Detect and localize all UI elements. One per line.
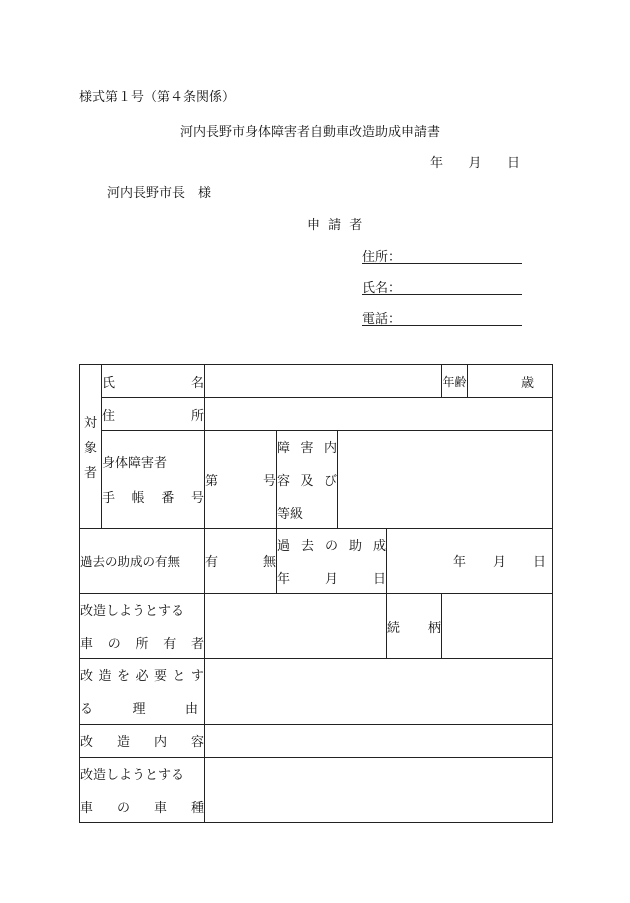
- disability-char-3: 内: [323, 440, 337, 456]
- past-date-month: 月: [324, 571, 338, 587]
- reason-char-5: 要: [153, 669, 167, 685]
- vehicle-char-3: 車: [153, 800, 167, 816]
- owner-char-2: の: [107, 637, 121, 653]
- number-prefix: 第: [205, 473, 219, 489]
- past-input-year: 年: [453, 555, 467, 571]
- disability-char-1: 障: [277, 440, 291, 456]
- content-input-cell[interactable]: [205, 724, 553, 757]
- applicant-phone-label: 電話：: [362, 312, 402, 327]
- handbook-number-cell[interactable]: [205, 431, 277, 528]
- age-label: 年齢: [442, 374, 467, 389]
- past-date-char-5: 成: [372, 538, 386, 554]
- disability-char-2: 害: [300, 440, 314, 456]
- handbook-label-line1: 身体障害者: [102, 456, 168, 472]
- content-label-cell: [80, 724, 205, 757]
- number-suffix: 号: [262, 473, 276, 489]
- past-input-month: 月: [492, 555, 506, 571]
- owner-char-4: 有: [163, 637, 177, 653]
- vehicle-char-2: の: [116, 800, 130, 816]
- past-date-char-3: の: [324, 538, 338, 554]
- none-option[interactable]: 無: [262, 555, 276, 571]
- past-date-year: 年: [277, 571, 291, 587]
- address-label-char-1: 住: [102, 408, 116, 424]
- disability-grade-label: 等級: [277, 506, 304, 522]
- reason-label-cell: [80, 659, 205, 724]
- vehicle-char-1: 車: [80, 800, 94, 816]
- name-input-cell[interactable]: [205, 365, 442, 398]
- reason-char-3: を: [116, 669, 130, 685]
- past-subsidy-choice-cell[interactable]: [205, 528, 277, 593]
- addressee: 河内長野市長 様: [107, 186, 212, 201]
- applicant-name-field[interactable]: [362, 277, 522, 295]
- date-year-label: 年: [430, 156, 444, 171]
- has-option[interactable]: 有: [205, 555, 219, 571]
- form-number: 様式第１号（第４条関係）: [79, 90, 236, 105]
- past-input-day: 日: [532, 555, 546, 571]
- owner-char-5: 者: [190, 637, 204, 653]
- reason-input-cell[interactable]: [205, 659, 553, 724]
- age-label-cell: [442, 365, 468, 398]
- handbook-label-char-4: 号: [190, 491, 204, 507]
- address-label-char-2: 所: [190, 408, 204, 424]
- past-date-input-cell[interactable]: [387, 528, 553, 593]
- disability-char-4: 容: [277, 473, 291, 489]
- past-date-label-cell: [277, 528, 387, 593]
- subject-char-1: 対: [83, 415, 97, 431]
- owner-label-line1: 改造しようとする: [80, 604, 185, 620]
- disability-char-5: 及: [300, 473, 314, 489]
- handbook-label-cell: [102, 431, 205, 528]
- relation-label-cell: [387, 593, 442, 658]
- document-title: 河内長野市身体障害者自動車改造助成申請書: [180, 125, 441, 140]
- name-label-cell: [102, 365, 205, 398]
- vehicle-char-4: 種: [190, 800, 204, 816]
- vehicle-input-cell[interactable]: [205, 757, 553, 822]
- applicant-phone-field[interactable]: [362, 308, 522, 326]
- date-day-label: 日: [506, 156, 520, 171]
- owner-input-cell[interactable]: [205, 593, 387, 658]
- relation-char-2: 柄: [427, 620, 441, 636]
- owner-char-1: 車: [80, 637, 94, 653]
- name-label-char-1: 氏: [102, 375, 116, 391]
- past-date-char-2: 去: [300, 538, 314, 554]
- handbook-label-char-1: 手: [102, 491, 116, 507]
- past-date-day: 日: [372, 571, 386, 587]
- application-form-table: [79, 364, 553, 823]
- applicant-address-label: 住所：: [362, 250, 402, 265]
- date-month-label: 月: [468, 156, 482, 171]
- reason-char-9: 理: [132, 702, 146, 718]
- age-input-cell[interactable]: [468, 365, 553, 398]
- subject-person-label: [80, 365, 102, 529]
- age-unit: 歳: [520, 375, 534, 391]
- past-date-char-4: 助: [348, 538, 362, 554]
- address-label-cell: [102, 398, 205, 431]
- vehicle-label-cell: [80, 757, 205, 822]
- name-label-char-2: 名: [190, 375, 204, 391]
- disability-label-cell: [277, 431, 338, 528]
- content-char-3: 内: [153, 735, 167, 751]
- subject-char-2: 象: [83, 440, 97, 456]
- disability-input-cell[interactable]: [338, 431, 553, 528]
- applicant-address-field[interactable]: [362, 246, 522, 264]
- address-input-cell[interactable]: [205, 398, 553, 431]
- applicant-heading: 申 請 者: [307, 218, 365, 233]
- reason-char-2: 造: [98, 669, 112, 685]
- vehicle-label-line1: 改造しようとする: [80, 767, 185, 783]
- reason-char-7: す: [190, 669, 204, 685]
- relation-input-cell[interactable]: [442, 593, 553, 658]
- past-subsidy-label: 過去の助成の有無: [80, 553, 181, 569]
- handbook-label-char-2: 帳: [131, 491, 145, 507]
- reason-char-10: 由: [184, 702, 198, 718]
- reason-char-8: る: [80, 702, 94, 718]
- owner-char-3: 所: [135, 637, 149, 653]
- past-date-char-1: 過: [277, 538, 291, 554]
- past-subsidy-label-cell: [80, 528, 205, 593]
- content-char-4: 容: [190, 735, 204, 751]
- disability-char-6: び: [323, 473, 337, 489]
- subject-char-3: 者: [83, 465, 97, 481]
- reason-char-6: と: [172, 669, 186, 685]
- applicant-name-label: 氏名：: [362, 281, 402, 296]
- content-char-2: 造: [116, 735, 130, 751]
- relation-char-1: 続: [387, 620, 401, 636]
- content-char-1: 改: [80, 735, 94, 751]
- owner-label-cell: [80, 593, 205, 658]
- reason-char-1: 改: [80, 669, 94, 685]
- handbook-label-char-3: 番: [161, 491, 175, 507]
- reason-char-4: 必: [135, 669, 149, 685]
- submission-date: [430, 152, 520, 171]
